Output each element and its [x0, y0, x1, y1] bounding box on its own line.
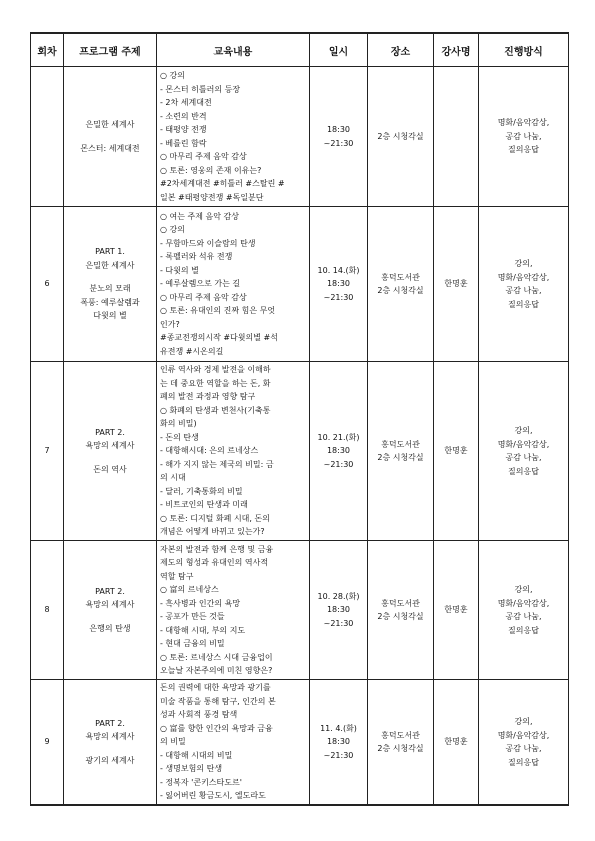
- lecturer-cell: 한명훈: [434, 680, 479, 806]
- theme-line: [64, 744, 156, 754]
- lecturer-cell: 한명훈: [434, 362, 479, 541]
- theme-line: [64, 612, 156, 622]
- content-line: 는 데 중요한 역할을 하는 돈, 화: [160, 378, 271, 388]
- header-date: 일시: [310, 33, 368, 67]
- table-row: [31, 362, 569, 541]
- theme-line: 욕망의 세계사: [85, 600, 135, 610]
- theme-line: PART 1.: [95, 247, 125, 257]
- content-line: - 대항해 시대, 부의 지도: [160, 625, 246, 635]
- content-line: ○ 토론: 디지털 화폐 시대, 돈의: [160, 513, 270, 523]
- theme-cell: [64, 207, 157, 362]
- content-line: - 비트코인의 탄생과 미래: [160, 500, 248, 510]
- content-line: - 베를린 함락: [160, 138, 207, 148]
- content-line: ○ 토론: 영웅의 존재 이유는?: [160, 165, 262, 175]
- date-line: 18:30: [326, 737, 351, 747]
- theme-line: 돈의 역사: [93, 464, 127, 474]
- content-line: 인류 역사와 경제 발전을 이해하: [160, 365, 271, 375]
- theme-cell: [64, 541, 157, 680]
- place-line: 2층 시청각실: [377, 453, 424, 462]
- theme-line: 몬스터: 세계대전: [80, 143, 140, 153]
- date-line: ~21:30: [323, 292, 354, 302]
- content-line: - 몬스터 히틀러의 등장: [160, 84, 241, 94]
- date-line: 18:30: [326, 446, 351, 456]
- method-line: 명화/음악감상,: [497, 272, 550, 282]
- theme-line: PART 2.: [95, 427, 125, 437]
- date-cell: [310, 67, 368, 207]
- date-line: ~21:30: [323, 618, 354, 628]
- theme-line: 은행의 탄생: [89, 623, 131, 633]
- session-cell: 9: [31, 680, 64, 806]
- date-line: 10. 21.(화): [317, 432, 360, 442]
- content-line: ○ 화폐의 탄생과 변천사(기축통: [160, 405, 271, 415]
- header-lecturer: 강사명: [434, 33, 479, 67]
- method-line: 질의응답: [508, 145, 539, 155]
- content-cell: [157, 362, 310, 541]
- theme-line: [64, 132, 156, 142]
- content-line: #2차세계대전 #히틀러 #스탈린 #: [160, 179, 285, 188]
- method-line: 질의응답: [508, 625, 539, 635]
- header-method: 진행방식: [479, 33, 569, 67]
- content-line: - 2차 세계대전: [160, 98, 212, 107]
- method-line: 공감 나눔,: [505, 286, 542, 295]
- theme-line: 욕망의 세계사: [85, 441, 135, 451]
- content-line: 화의 비밀): [160, 419, 197, 429]
- content-line: - 무함마드와 이슬람의 탄생: [160, 238, 256, 248]
- method-line: 질의응답: [508, 757, 539, 767]
- place-line: 2층 시청각실: [377, 744, 424, 753]
- content-line: - 예루살렘으로 가는 길: [160, 279, 241, 289]
- theme-line: 다윗의 별: [93, 311, 127, 321]
- content-line: 돈의 권력에 대한 욕망과 광기를: [160, 683, 271, 693]
- theme-line: 광기의 세계사: [85, 755, 135, 765]
- theme-line: PART 2.: [95, 586, 125, 596]
- theme-line: 욕망의 세계사: [85, 732, 135, 742]
- method-line: 강의,: [514, 426, 533, 435]
- date-line: 18:30: [326, 279, 351, 289]
- date-line: ~21:30: [323, 138, 354, 148]
- place-line: 홍덕도서관: [381, 439, 420, 449]
- method-line: 명화/음악감상,: [497, 439, 550, 449]
- content-line: 역할 탐구: [160, 571, 194, 581]
- theme-line: PART 2.: [95, 718, 125, 728]
- method-line: 명화/음악감상,: [497, 730, 550, 740]
- content-cell: [157, 541, 310, 680]
- place-line: 홍덕도서관: [381, 730, 420, 740]
- content-line: ○ 강의: [160, 71, 185, 80]
- header-session: 회차: [31, 33, 64, 67]
- date-line: 10. 28.(화): [317, 591, 360, 601]
- date-cell: [310, 680, 368, 806]
- place-cell: [368, 207, 434, 362]
- content-line: ○ 富의 르네상스: [160, 585, 219, 594]
- content-line: - 달러, 기축통화의 비밀: [160, 486, 243, 496]
- place-cell: [368, 67, 434, 207]
- theme-line: 은밀한 세계사: [85, 260, 135, 270]
- header-theme: 프로그램 주제: [64, 33, 157, 67]
- lecturer-cell: 한명훈: [434, 541, 479, 680]
- content-line: - 공포가 만든 것들: [160, 612, 225, 621]
- session-cell: [31, 67, 64, 207]
- header-content: 교육내용: [157, 33, 310, 67]
- content-line: - 대항해시대: 은의 르네상스: [160, 446, 259, 456]
- content-line: ○ 강의: [160, 225, 185, 235]
- content-line: 일본 #태평양전쟁 #독일분단: [160, 192, 264, 202]
- content-line: 유전쟁 #시온의길: [160, 346, 224, 356]
- method-cell: [479, 67, 569, 207]
- content-line: 자본의 발전과 함께 은행 및 금융: [160, 544, 274, 554]
- content-line: ○ 토론: 르네상스 시대 금융업이: [160, 652, 273, 662]
- method-line: 명화/음악감상,: [497, 598, 550, 608]
- table-row: [31, 67, 569, 207]
- content-line: - 소련의 반격: [160, 111, 207, 121]
- content-line: #종교전쟁의시작 #다윗의별 #석: [160, 333, 278, 343]
- place-line: 홍덕도서관: [381, 272, 420, 282]
- content-line: 폐의 발전 과정과 영향 탐구: [160, 392, 256, 402]
- method-line: 강의,: [514, 259, 533, 268]
- theme-cell: [64, 67, 157, 207]
- table-row: [31, 541, 569, 680]
- place-cell: [368, 680, 434, 806]
- content-line: ○ 富를 향한 인간의 욕망과 금융: [160, 723, 273, 733]
- content-line: 제도의 형성과 유대인의 역사적: [160, 558, 269, 567]
- content-line: - 생명보험의 탄생: [160, 764, 223, 774]
- session-cell: 6: [31, 207, 64, 362]
- method-line: 공감 나눔,: [505, 612, 542, 621]
- theme-line: 분노의 모래: [89, 284, 131, 294]
- content-line: - 다윗의 별: [160, 265, 199, 275]
- place-line: 홍덕도서관: [381, 598, 420, 608]
- content-line: - 돈의 탄생: [160, 432, 199, 442]
- method-line: 명화/음악감상,: [497, 118, 550, 128]
- date-line: ~21:30: [323, 750, 354, 760]
- place-line: 2층 시청각실: [377, 286, 424, 295]
- date-line: ~21:30: [323, 459, 354, 469]
- content-line: 인가?: [160, 319, 180, 329]
- content-line: - 록펠러와 석유 전쟁: [160, 252, 233, 262]
- content-line: 의 시대: [160, 473, 186, 483]
- method-line: 강의,: [514, 585, 533, 594]
- theme-cell: [64, 680, 157, 806]
- content-line: - 현대 금융의 비밀: [160, 639, 225, 648]
- content-line: ○ 여는 주제 음악 감상: [160, 211, 239, 221]
- lecturer-cell: 한명훈: [434, 207, 479, 362]
- method-line: 질의응답: [508, 299, 539, 309]
- content-cell: [157, 680, 310, 806]
- content-line: 의 비밀: [160, 737, 186, 747]
- method-cell: [479, 207, 569, 362]
- date-line: 10. 14.(화): [317, 265, 360, 275]
- content-line: - 잃어버린 황금도시, 엘도라도: [160, 791, 266, 801]
- lecturer-cell: [434, 67, 479, 207]
- content-line: ○ 마무리 주제 음악 감상: [160, 292, 247, 302]
- content-cell: [157, 207, 310, 362]
- content-line: - 해가 지지 않는 제국의 비밀: 금: [160, 459, 274, 469]
- method-line: 공감 나눔,: [505, 131, 542, 141]
- theme-line: 은밀한 세계사: [85, 120, 135, 129]
- method-line: 강의,: [514, 717, 533, 726]
- program-schedule-table: [30, 32, 569, 806]
- session-cell: 7: [31, 362, 64, 541]
- table-row: [31, 680, 569, 806]
- date-cell: [310, 541, 368, 680]
- content-line: ○ 마무리 주제 음악 감상: [160, 152, 247, 161]
- date-line: 18:30: [326, 125, 351, 134]
- header-place: 장소: [368, 33, 434, 67]
- table-row: [31, 207, 569, 362]
- place-cell: [368, 362, 434, 541]
- date-cell: [310, 207, 368, 362]
- theme-line: 폭풍: 예루살렘과: [80, 297, 140, 307]
- content-line: 성과 사회적 풍경 탐색: [160, 710, 238, 720]
- content-line: - 흑사병과 인간의 욕망: [160, 598, 241, 608]
- method-line: 공감 나눔,: [505, 744, 542, 753]
- method-cell: [479, 680, 569, 806]
- session-cell: 8: [31, 541, 64, 680]
- date-line: 11. 4.(화): [320, 723, 357, 733]
- method-cell: [479, 362, 569, 541]
- method-cell: [479, 541, 569, 680]
- date-line: 18:30: [326, 605, 351, 615]
- method-line: 공감 나눔,: [505, 453, 542, 462]
- theme-cell: [64, 362, 157, 541]
- date-cell: [310, 362, 368, 541]
- content-line: 오늘날 자본주의에 미친 영향은?: [160, 666, 273, 675]
- content-cell: [157, 67, 310, 207]
- place-line: 2층 시청각실: [377, 131, 424, 141]
- content-line: 미술 작품을 통해 탐구, 인간의 본: [160, 696, 276, 706]
- table-header-row: [31, 33, 569, 67]
- theme-line: [64, 272, 156, 282]
- method-line: 질의응답: [508, 466, 539, 476]
- theme-line: [64, 453, 156, 463]
- content-line: 개념은 어떻게 바뀌고 있는가?: [160, 527, 265, 537]
- place-line: 2층 시청각실: [377, 612, 424, 621]
- content-line: ○ 토론: 유대인의 진짜 힘은 무엇: [160, 306, 276, 316]
- content-line: - 정복자 '콘키스타도르': [160, 777, 242, 787]
- content-line: - 대항해 시대의 비밀: [160, 750, 233, 760]
- content-line: - 태평양 전쟁: [160, 125, 207, 134]
- place-cell: [368, 541, 434, 680]
